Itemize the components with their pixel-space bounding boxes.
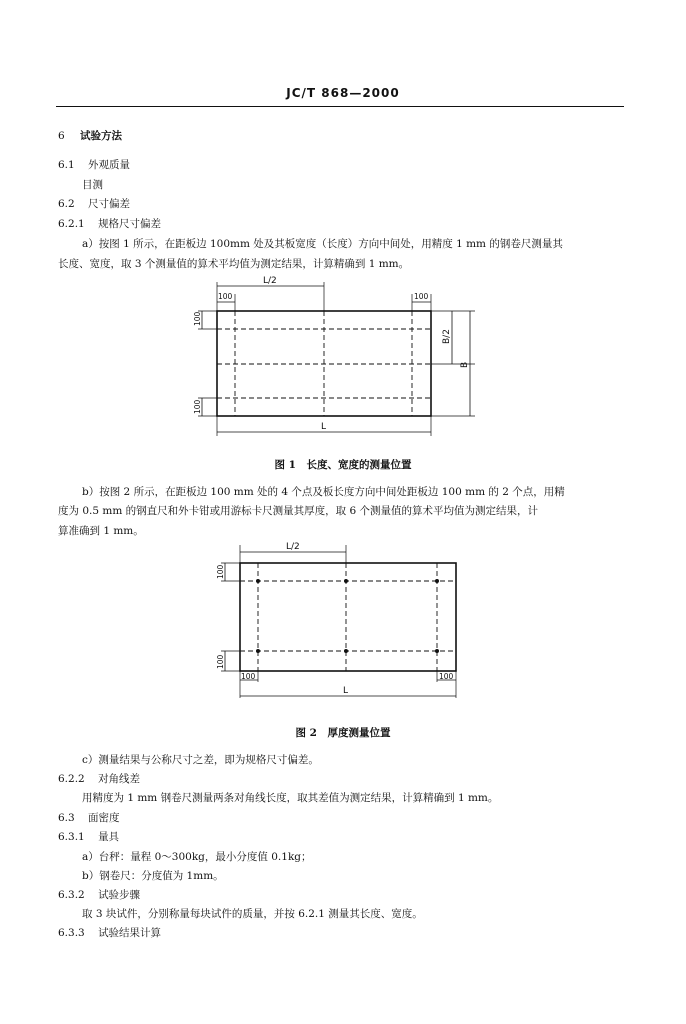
- standard-code-header: JC/T 868—2000: [286, 86, 400, 100]
- section-6-3-2-body: 取 3 块试件，分别称量每块试件的质量，并按 6.2.1 测量其长度、宽度。: [82, 908, 423, 920]
- label-length-2: L: [343, 686, 349, 696]
- section-6-2-2-number: 6.2.2: [58, 773, 85, 785]
- measure-point: [344, 649, 348, 653]
- section-6-2-2-title: 对角线差: [98, 773, 141, 785]
- section-6-3-number: 6.3: [58, 812, 75, 824]
- section-6-2-title: 尺寸偏差: [88, 198, 131, 210]
- board-outline-2: [240, 563, 456, 671]
- label-half-length-2: L/2: [286, 542, 300, 552]
- measure-point: [256, 579, 260, 583]
- section-6-2-number: 6.2: [58, 198, 75, 210]
- label-100-top-left: 100: [218, 292, 233, 301]
- section-6-3: [58, 810, 120, 825]
- section-6-2-2: [58, 771, 140, 786]
- label-100-top-right: 100: [414, 292, 429, 301]
- section-6-3-2: [58, 887, 140, 902]
- section-6-1-body: 目测: [82, 179, 103, 191]
- section-6-3-2-title: 试验步骤: [98, 889, 141, 901]
- section-6-3-1: [58, 829, 119, 844]
- section-6: [58, 128, 122, 143]
- label-100-bottom-left-2: 100: [241, 672, 256, 681]
- section-6-1-number: 6.1: [58, 159, 75, 171]
- para-b-line-1: b）按图 2 所示，在距板边 100 mm 处的 4 个点及板长度方向中间处距板边 100 mm 的 2 个点，用精: [82, 486, 565, 498]
- section-6-2-1-title: 规格尺寸偏差: [98, 218, 162, 230]
- label-width: B: [460, 361, 470, 368]
- section-6-3-3-title: 试验结果计算: [98, 927, 162, 939]
- figure-1-diagram: [190, 274, 490, 444]
- measure-point: [435, 579, 439, 583]
- section-6-3-3: [58, 925, 161, 940]
- label-100-left-bottom-2: 100: [216, 654, 225, 669]
- section-6-3-1-item-a: a）台秤：量程 0～300kg，最小分度值 0.1kg；: [82, 851, 312, 863]
- para-a-line-1: a）按图 1 所示，在距板边 100mm 处及其板宽度（长度）方向中间处，用精度 1 mm 的钢卷尺测量其: [82, 238, 563, 250]
- para-a-line-2: 长度、宽度，取 3 个测量值的算术平均值为测定结果，计算精确到 1 mm。: [58, 258, 410, 270]
- label-length: L: [321, 422, 327, 432]
- section-6-3-3-number: 6.3.3: [58, 927, 85, 939]
- label-100-left-top-2: 100: [216, 564, 225, 579]
- section-6-number: 6: [58, 130, 65, 142]
- figure-2-caption: 图 2 厚度测量位置: [295, 727, 391, 739]
- section-6-2-1-number: 6.2.1: [58, 218, 85, 230]
- section-6-3-1-item-b: b）钢卷尺：分度值为 1mm。: [82, 870, 224, 882]
- label-half-length: L/2: [263, 276, 277, 286]
- label-half-width: B/2: [442, 329, 452, 344]
- section-6-2-2-body: 用精度为 1 mm 钢卷尺测量两条对角线长度，取其差值为测定结果，计算精确到 1 mm。: [82, 792, 499, 804]
- section-6-3-1-title: 量具: [98, 831, 120, 843]
- section-6-1: [58, 157, 130, 172]
- figure-1-caption: 图 1 长度、宽度的测量位置: [274, 459, 412, 471]
- header-rule: [56, 106, 624, 107]
- label-100-left-bottom: 100: [193, 399, 202, 414]
- measure-point: [344, 579, 348, 583]
- para-b-line-2: 度为 0.5 mm 的钢直尺和外卡钳或用游标卡尺测量其厚度，取 6 个测量值的算术平均值为测定结果，计: [58, 505, 538, 517]
- label-100-bottom-right-2: 100: [439, 672, 454, 681]
- measure-point: [435, 649, 439, 653]
- para-b-line-3: 算准确到 1 mm。: [58, 525, 144, 537]
- para-c: c）测量结果与公称尺寸之差，即为规格尺寸偏差。: [82, 754, 319, 766]
- section-6-2: [58, 196, 130, 211]
- section-6-1-title: 外观质量: [88, 159, 131, 171]
- figure-2-diagram: [215, 540, 465, 700]
- section-6-3-2-number: 6.3.2: [58, 889, 85, 901]
- section-6-2-1: [58, 216, 161, 231]
- section-6-3-title: 面密度: [88, 812, 120, 824]
- section-6-3-1-number: 6.3.1: [58, 831, 85, 843]
- label-100-left-top: 100: [193, 311, 202, 326]
- measure-point: [256, 649, 260, 653]
- section-6-title: 试验方法: [80, 130, 123, 142]
